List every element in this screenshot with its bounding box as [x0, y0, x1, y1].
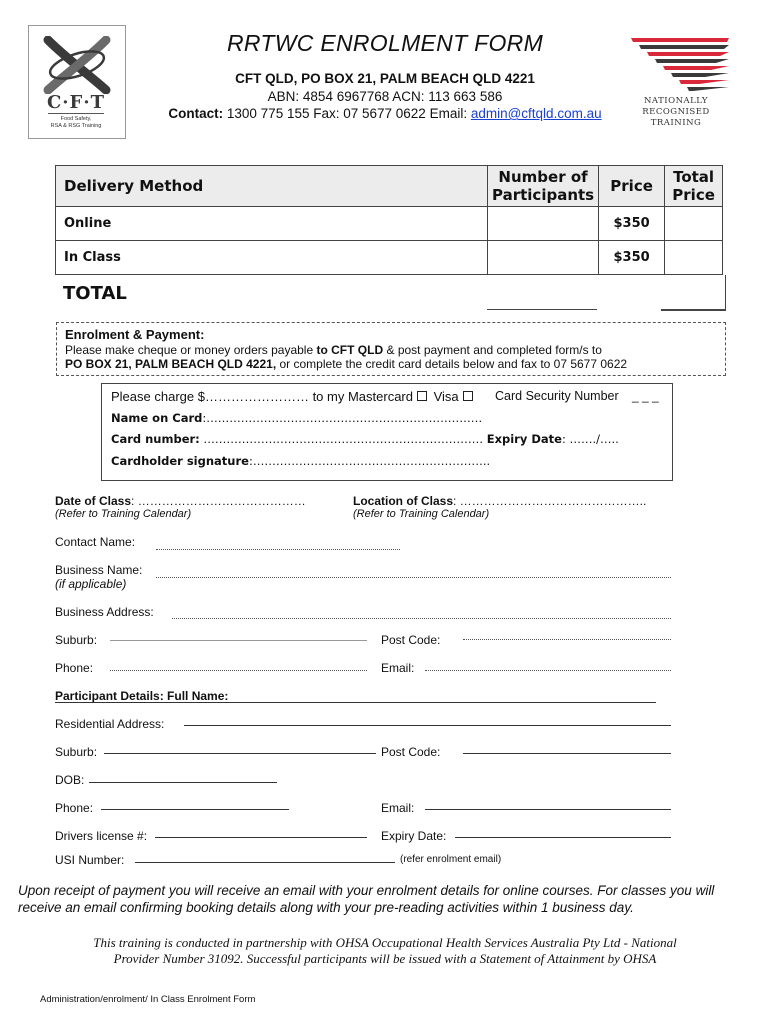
header-price: Price	[599, 166, 665, 207]
business-postcode-field[interactable]	[463, 628, 671, 640]
contact-name-field[interactable]	[156, 538, 400, 550]
total-in-class-field[interactable]	[665, 241, 723, 275]
location-of-class-field[interactable]: : ………………………………………..	[453, 494, 647, 508]
location-of-class-label: Location of Class	[353, 494, 454, 508]
header-number-of-participants: Number of Participants	[488, 166, 599, 207]
header-delivery-method: Delivery Method	[56, 166, 488, 207]
partnership-line1: This training is conducted in partnership with OHSA Occupational Health Services Australia Pty Ltd - National	[93, 935, 677, 950]
cft-subtitle-line2: RSA & RSG Training	[50, 123, 102, 129]
participant-email-label: Email:	[381, 801, 415, 815]
contact-name-label: Contact Name:	[55, 535, 136, 549]
participant-phone-field[interactable]	[101, 798, 289, 810]
enrolment-payee: to CFT QLD	[316, 343, 384, 357]
visa-label: Visa	[433, 389, 459, 404]
license-expiry-label: Expiry Date:	[381, 829, 447, 843]
price-table-header	[56, 166, 723, 207]
business-postcode-label: Post Code:	[381, 633, 441, 647]
business-name-label: Business Name:	[55, 563, 143, 577]
enrolment-line2	[65, 357, 627, 371]
business-phone-label: Phone:	[55, 661, 94, 675]
business-email-label: Email:	[381, 661, 415, 675]
nrt-line2: TRAINING	[650, 118, 702, 128]
date-of-class-field[interactable]: : ……………………………………	[131, 494, 306, 508]
card-number-line	[111, 432, 619, 446]
price-online: $350	[599, 207, 665, 241]
table-row	[56, 207, 723, 241]
business-suburb-label: Suburb:	[55, 633, 98, 647]
usi-number-label: USI Number:	[55, 853, 125, 867]
participants-online-field[interactable]	[488, 207, 599, 241]
email-link[interactable]: admin@cftqld.com.au	[470, 106, 602, 121]
partnership-statement	[0, 935, 770, 967]
location-of-class-note: (Refer to Training Calendar)	[353, 508, 490, 520]
cft-logo-text: C·F·T	[46, 92, 106, 113]
cardholder-signature-label: Cardholder signature	[111, 454, 249, 468]
residential-address-label: Residential Address:	[55, 717, 165, 731]
closing-statement: Upon receipt of payment you will receive an email with your enrolment details for online courses. For classes you will receive an email confirming booking details along with your pre-reading activities within 1 business day.	[18, 883, 715, 915]
price-in-class: $350	[599, 241, 665, 275]
business-name-note: (if applicable)	[55, 577, 127, 591]
mastercard-checkbox[interactable]	[417, 391, 427, 401]
nrt-line1: NATIONALLY RECOGNISED	[642, 96, 710, 117]
cft-subtitle-line1: Food Safety,	[60, 116, 92, 122]
enrolment-po-box: PO BOX 21, PALM BEACH QLD 4221,	[65, 357, 277, 371]
total-participants-field[interactable]	[487, 309, 597, 310]
participant-suburb-label: Suburb:	[55, 745, 98, 759]
total-label: TOTAL	[63, 283, 127, 304]
enrolment-line2-post: or complete the credit card details below and fax to 07 5677 0622	[276, 357, 628, 371]
table-row	[56, 241, 723, 275]
dob-field[interactable]	[89, 771, 277, 783]
header-abn-acn: ABN: 4854 6967768 ACN: 113 663 586	[267, 89, 503, 104]
table-side-border	[725, 275, 726, 310]
enrolment-line1-post: & post payment and completed form/s to	[383, 343, 602, 357]
cardholder-signature-field[interactable]: :……………………………………………………..	[248, 454, 491, 468]
business-name-field[interactable]	[156, 566, 671, 578]
participant-email-field[interactable]	[425, 798, 671, 810]
usi-number-field[interactable]	[135, 851, 395, 863]
date-of-class-note: (Refer to Training Calendar)	[55, 508, 192, 520]
total-price-field[interactable]	[661, 309, 726, 311]
header-address: CFT QLD, PO BOX 21, PALM BEACH QLD 4221	[235, 71, 535, 86]
header-total-price: Total Price	[665, 166, 723, 207]
admin-footer: Administration/enrolment/ In Class Enrolment Form	[40, 994, 256, 1005]
delivery-online: Online	[56, 207, 488, 241]
date-of-class-label: Date of Class	[55, 494, 132, 508]
usi-note: (refer enrolment email)	[400, 854, 502, 865]
date-of-class-line	[55, 494, 306, 508]
drivers-license-field[interactable]	[155, 826, 367, 838]
participant-details-heading: Participant Details: Full Name:	[55, 689, 229, 703]
business-email-field[interactable]	[425, 659, 671, 671]
form-title: RRTWC ENROLMENT FORM	[226, 30, 544, 56]
contact-label: Contact:	[168, 106, 224, 121]
location-of-class-line	[353, 494, 646, 508]
card-security-label: Card Security Number	[495, 389, 619, 403]
name-on-card-line	[111, 411, 482, 425]
contact-details: 1300 775 155 Fax: 07 5677 0622 Email:	[223, 106, 471, 121]
total-online-field[interactable]	[665, 207, 723, 241]
partnership-line2: Provider Number 31092. Successful participants will be issued with a Statement of Attainment by OHSA	[113, 951, 657, 966]
card-number-field[interactable]: ……………………………………………………………….	[199, 432, 487, 446]
business-suburb-field[interactable]	[110, 629, 367, 641]
drivers-license-label: Drivers license #:	[55, 829, 148, 843]
enrolment-heading: Enrolment & Payment:	[65, 327, 205, 342]
expiry-date-label: Expiry Date	[486, 432, 562, 446]
header-contact	[0, 106, 770, 121]
business-address-label: Business Address:	[55, 605, 154, 619]
residential-address-field[interactable]	[184, 714, 671, 726]
price-table	[55, 165, 723, 275]
participants-in-class-field[interactable]	[488, 241, 599, 275]
participant-suburb-field[interactable]	[104, 742, 376, 754]
participant-full-name-field[interactable]	[55, 690, 656, 703]
business-phone-field[interactable]	[110, 659, 367, 671]
participant-postcode-label: Post Code:	[381, 745, 441, 759]
charge-line	[111, 389, 476, 404]
dob-label: DOB:	[55, 773, 85, 787]
name-on-card-field[interactable]: :………………………………………………………………	[202, 411, 483, 425]
business-address-field[interactable]	[172, 607, 671, 619]
visa-checkbox[interactable]	[463, 391, 473, 401]
signature-line	[111, 454, 490, 468]
card-number-label: Card number:	[111, 432, 200, 446]
enrolment-line1-pre: Please make cheque or money orders payable	[65, 343, 317, 357]
enrolment-line1	[65, 343, 602, 357]
delivery-in-class: In Class	[56, 241, 488, 275]
license-expiry-field[interactable]	[455, 826, 671, 838]
participant-postcode-field[interactable]	[463, 742, 671, 754]
expiry-date-field[interactable]: : ……./…..	[561, 432, 619, 446]
participant-phone-label: Phone:	[55, 801, 94, 815]
name-on-card-label: Name on Card	[111, 411, 203, 425]
card-security-blanks[interactable]: _ _ _	[632, 389, 659, 403]
charge-amount-text: Please charge $…………………… to my Mastercard	[111, 389, 413, 404]
